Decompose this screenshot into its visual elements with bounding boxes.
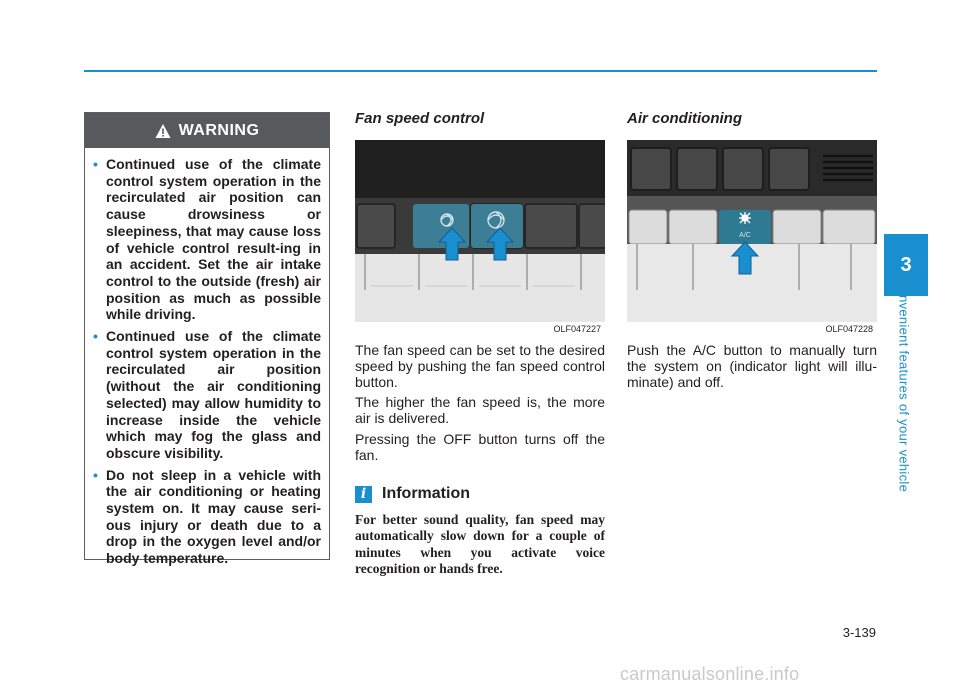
chapter-side-title: Convenient features of your vehicle	[896, 277, 912, 493]
information-text: For better sound quality, fan speed may automatically slow down for a couple of minutes when you activate voice recognition or hands free.	[355, 512, 605, 577]
ac-button-label: A/C	[739, 232, 751, 239]
figure-code: OLF047227	[553, 324, 601, 334]
warning-item: • Continued use of the climate control system operation in the recirculated air position can cause drowsiness or sleepiness, that may cause loss of vehicle control result-ing in an accident. Set the air intake control to the outside (fresh) air position as much as possible while driving.	[93, 156, 321, 323]
warning-box	[84, 112, 330, 567]
top-rule	[84, 70, 877, 72]
fan-speed-paragraph: The higher the fan speed is, the more air is delivered.	[355, 394, 605, 426]
information-title: Information	[382, 485, 470, 502]
page-number: 3-139	[842, 625, 876, 640]
fan-panel-illustration	[355, 140, 605, 336]
warning-triangle-icon	[155, 123, 171, 139]
warning-item: • Continued use of the climate control system operation in the recirculated air position (without the air conditioning selected) may allow humidity to increase inside the vehicle which may fog the glass and obscure visibility.	[93, 328, 321, 462]
warning-item: • Do not sleep in a vehicle with the air conditioning or heating system on. It may cause seri-ous injury or death due to a drop in the oxygen level and/or body temperature.	[93, 467, 321, 567]
ac-panel-illustration	[627, 140, 877, 336]
fan-speed-figure	[355, 140, 605, 336]
warning-header	[85, 113, 329, 148]
fan-speed-paragraph: Pressing the OFF button turns off the fan.	[355, 431, 605, 463]
warning-list	[85, 148, 329, 567]
fan-speed-heading: Fan speed control	[355, 110, 485, 127]
warning-title: WARNING	[178, 121, 260, 139]
air-conditioning-heading: Air conditioning	[627, 110, 742, 127]
air-conditioning-figure	[627, 140, 877, 336]
chapter-tab: 3	[884, 234, 928, 296]
figure-code: OLF047228	[825, 324, 873, 334]
information-header	[355, 485, 470, 503]
air-conditioning-paragraph: Push the A/C button to manually turn the system on (indicator light will illu-minate) and off.	[627, 342, 877, 390]
fan-speed-paragraph: The fan speed can be set to the desired speed by pushing the fan speed control button.	[355, 342, 605, 390]
information-icon: i	[355, 486, 372, 503]
watermark: carmanualsonline.info	[620, 664, 800, 684]
